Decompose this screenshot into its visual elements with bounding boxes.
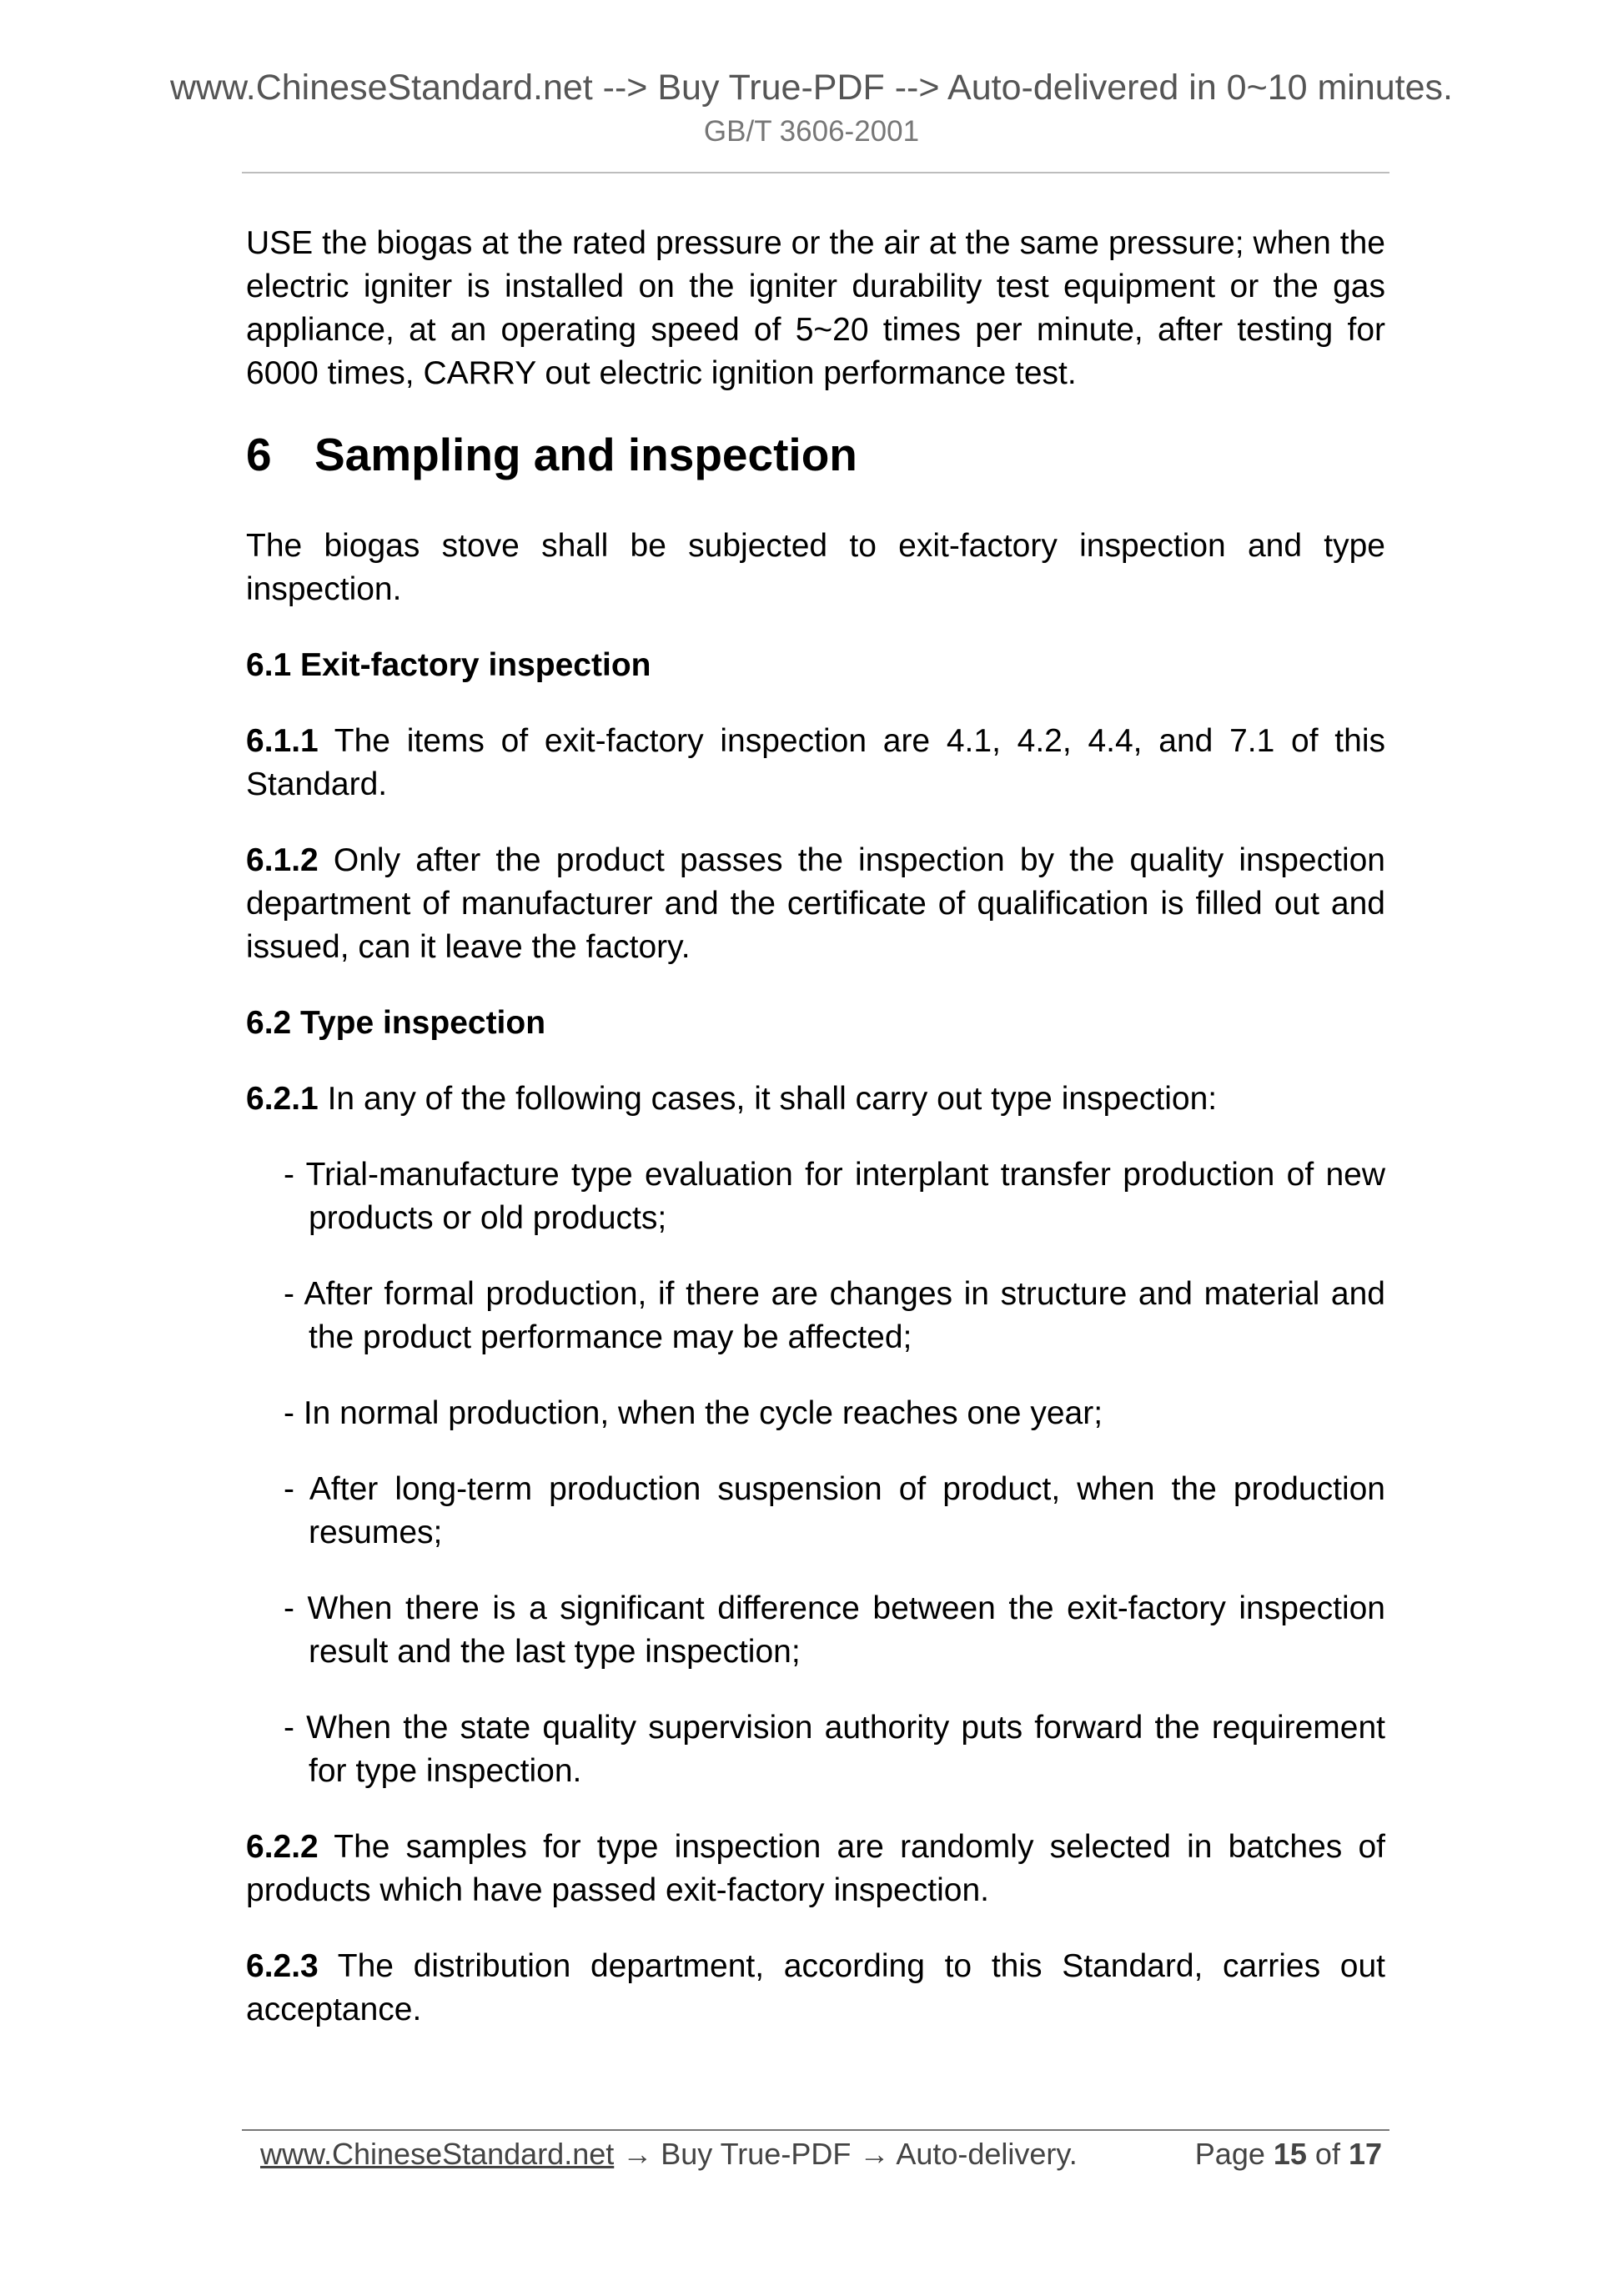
clause-number: 6.2.2 xyxy=(246,1829,319,1865)
footer-left xyxy=(260,2133,1078,2175)
section-number: 6 xyxy=(246,429,272,480)
clause-number: 6.2.3 xyxy=(246,1948,319,1984)
page-label: Page xyxy=(1194,2137,1274,2171)
header-divider xyxy=(242,172,1389,173)
case-list-item: - After formal production, if there are changes in structure and material and the product performance may be affected; xyxy=(284,1276,1385,1355)
of-label: of xyxy=(1306,2137,1349,2171)
subsection-6-2-heading: 6.2 Type inspection xyxy=(246,1005,546,1041)
standard-code: GB/T 3606-2001 xyxy=(703,115,920,148)
case-list-item: - After long-term production suspension of product, when the production resumes; xyxy=(284,1471,1385,1550)
section-title: Sampling and inspection xyxy=(314,429,857,480)
clause-number: 6.2.1 xyxy=(246,1081,319,1117)
page-current: 15 xyxy=(1273,2137,1307,2171)
document-body xyxy=(246,222,1385,2064)
section-6-intro: The biogas stove shall be subjected to exit-factory inspection and type inspection. xyxy=(246,528,1385,607)
footer-divider xyxy=(242,2129,1389,2131)
clause-6-2-2 xyxy=(246,1826,1385,1912)
clause-6-1-2 xyxy=(246,839,1385,969)
clause-6-1-1 xyxy=(246,720,1385,806)
clause-text: The items of exit-factory inspection are 4.1, 4.2, 4.4, and 7.1 of this Standard. xyxy=(246,723,1385,802)
clause-text: The samples for type inspection are randomly selected in batches of products which have passed exit-factory inspection. xyxy=(246,1829,1385,1908)
clause-6-2-1 xyxy=(246,1078,1385,1121)
case-list-item: - Trial-manufacture type evaluation for interplant transfer production of new products or old products; xyxy=(284,1157,1385,1236)
page-total: 17 xyxy=(1348,2137,1382,2171)
clause-text: In any of the following cases, it shall carry out type inspection: xyxy=(318,1081,1218,1117)
case-list-item: - In normal production, when the cycle reaches one year; xyxy=(284,1395,1103,1431)
case-list-item: - When there is a significant difference between the exit-factory inspection result and the last type inspection; xyxy=(284,1590,1385,1670)
clause-number: 6.1.2 xyxy=(246,842,319,878)
section-6-heading xyxy=(246,428,1385,481)
intro-paragraph: USE the biogas at the rated pressure or the air at the same pressure; when the electric igniter is installed on the igniter durability test equipment or the gas appliance, at an operating speed of 5~20 times per minute, after testing for 6000 times, CARRY out electric ignition performance test. xyxy=(246,225,1385,391)
clause-number: 6.1.1 xyxy=(246,723,319,759)
subsection-6-1-heading: 6.1 Exit-factory inspection xyxy=(246,647,651,683)
clause-text: Only after the product passes the inspection by the quality inspection department of manufacturer and the certificate of qualification is filled out and issued, can it leave the factory. xyxy=(246,842,1385,965)
clause-text: The distribution department, according to this Standard, carries out acceptance. xyxy=(246,1948,1385,2027)
footer-link[interactable]: www.ChineseStandard.net xyxy=(260,2137,615,2171)
case-list-item: - When the state quality supervision authority puts forward the requirement for type inspection. xyxy=(284,1710,1385,1789)
page-indicator xyxy=(1195,2133,1382,2175)
footer-text: → Buy True-PDF → Auto-delivery. xyxy=(614,2137,1078,2171)
header-banner: www.ChineseStandard.net --> Buy True-PDF --> Auto-delivered in 0~10 minutes. xyxy=(169,68,1453,108)
clause-6-2-3 xyxy=(246,1945,1385,2032)
